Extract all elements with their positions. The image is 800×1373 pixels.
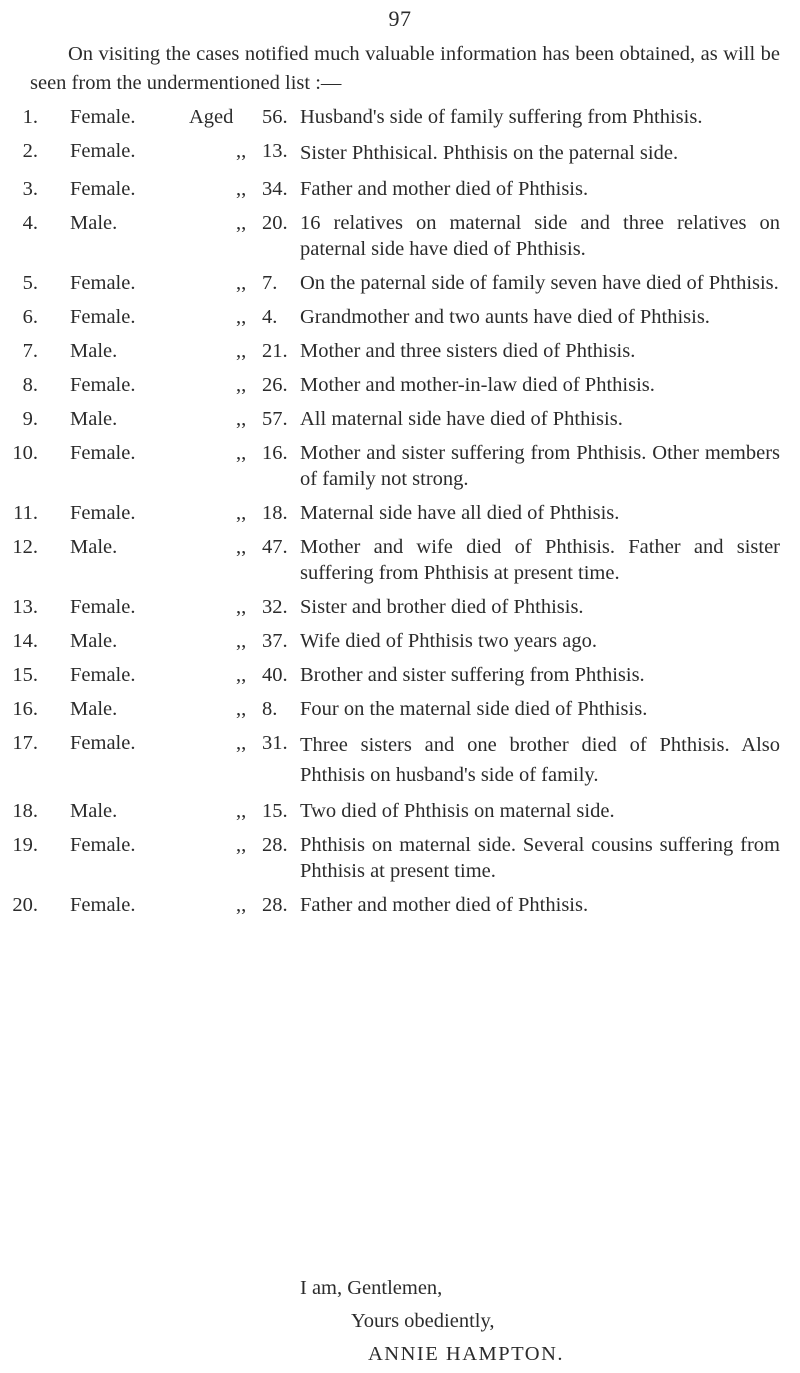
ditto-mark: ,, (236, 374, 247, 396)
case-number: 6. (22, 306, 38, 328)
ditto-mark: ,, (236, 272, 247, 294)
ditto-mark: ,, (236, 536, 247, 558)
case-age: 32. (262, 596, 288, 618)
case-note: Phthisis on maternal side. Several cousins suffering from Phthisis at present time. (300, 834, 780, 882)
case-item (0, 104, 800, 130)
case-list (0, 104, 800, 926)
case-item (0, 372, 800, 398)
ditto-mark: ,, (236, 442, 247, 464)
case-note: Mother and three sisters died of Phthisis. (300, 340, 636, 362)
case-number: 20. (12, 894, 38, 916)
case-item (0, 892, 800, 918)
case-age: 57. (262, 408, 288, 430)
salutation: I am, Gentlemen, (300, 1277, 443, 1299)
case-number: 7. (22, 340, 38, 362)
case-sex: Male. (70, 340, 118, 362)
case-note: Two died of Phthisis on maternal side. (300, 800, 615, 822)
case-sex: Female. (70, 894, 136, 916)
case-note: Sister Phthisical. Phthisis on the paternal side. (300, 142, 679, 164)
case-item (0, 534, 800, 586)
ditto-mark: ,, (236, 306, 247, 328)
case-note: Four on the maternal side died of Phthisis. (300, 698, 648, 720)
case-sex: Female. (70, 272, 136, 294)
signature: ANNIE HAMPTON. (368, 1343, 565, 1365)
valediction: Yours obediently, (351, 1310, 495, 1332)
case-number: 17. (12, 732, 38, 754)
ditto-mark: ,, (236, 698, 247, 720)
case-number: 4. (22, 212, 38, 234)
case-note: Sister and brother died of Phthisis. (300, 596, 584, 618)
case-number: 9. (22, 408, 38, 430)
case-sex: Male. (70, 536, 118, 558)
ditto-mark: ,, (236, 212, 247, 234)
case-item (0, 270, 800, 296)
case-note: Wife died of Phthisis two years ago. (300, 630, 597, 652)
case-number: 16. (12, 698, 38, 720)
case-sex: Female. (70, 442, 136, 464)
case-item (0, 696, 800, 722)
case-age: 40. (262, 664, 288, 686)
case-sex: Male. (70, 800, 118, 822)
case-number: 15. (12, 664, 38, 686)
ditto-mark: ,, (236, 732, 247, 754)
case-age: 21. (262, 340, 288, 362)
case-age: 47. (262, 536, 288, 558)
case-number: 12. (12, 536, 38, 558)
case-sex: Female. (70, 306, 136, 328)
case-item (0, 406, 800, 432)
case-sex: Female. (70, 374, 136, 396)
case-age: 56. (262, 106, 288, 128)
case-item (0, 210, 800, 262)
case-item (0, 662, 800, 688)
case-age: 7. (262, 272, 278, 294)
case-note: Brother and sister suffering from Phthisis. (300, 664, 645, 686)
case-sex: Female. (70, 106, 136, 128)
case-item (0, 730, 800, 790)
case-sex: Female. (70, 502, 136, 524)
case-item (0, 304, 800, 330)
case-note: Father and mother died of Phthisis. (300, 178, 589, 200)
case-number: 2. (22, 140, 38, 162)
case-age: 26. (262, 374, 288, 396)
case-sex: Female. (70, 178, 136, 200)
case-sex: Female. (70, 834, 136, 856)
case-number: 5. (22, 272, 38, 294)
case-age: 34. (262, 178, 288, 200)
case-sex: Male. (70, 630, 118, 652)
case-note: On the paternal side of family seven have died of Phthisis. (300, 272, 779, 294)
case-number: 18. (12, 800, 38, 822)
case-age: 28. (262, 894, 288, 916)
closing-block (300, 1272, 770, 1371)
case-item (0, 594, 800, 620)
case-note: 16 relatives on maternal side and three relatives on paternal side have died of Phthisis. (300, 212, 780, 260)
ditto-mark: ,, (236, 596, 247, 618)
case-note: Husband's side of family suffering from Phthisis. (300, 106, 703, 128)
case-note: Mother and sister suffering from Phthisis. Other members of family not strong. (300, 442, 780, 490)
ditto-mark: ,, (236, 340, 247, 362)
case-sex: Male. (70, 408, 118, 430)
case-age: 31. (262, 732, 288, 754)
intro-paragraph: On visiting the cases notified much valuable information has been obtained, as will be seen from the undermentioned list :— (30, 43, 780, 94)
case-item (0, 338, 800, 364)
case-sex: Male. (70, 698, 118, 720)
case-age: 13. (262, 140, 288, 162)
case-age: 4. (262, 306, 278, 328)
case-number: 1. (22, 106, 38, 128)
case-age: 16. (262, 442, 288, 464)
case-sex: Female. (70, 596, 136, 618)
aged-label: Aged (189, 106, 234, 128)
case-number: 3. (22, 178, 38, 200)
ditto-mark: ,, (236, 502, 247, 524)
case-age: 28. (262, 834, 288, 856)
page-number: 97 (388, 6, 412, 31)
case-age: 15. (262, 800, 288, 822)
case-item (0, 440, 800, 492)
case-note: Mother and wife died of Phthisis. Father and sister suffering from Phthisis at present time. (300, 536, 780, 584)
case-age: 37. (262, 630, 288, 652)
case-number: 19. (12, 834, 38, 856)
case-age: 20. (262, 212, 288, 234)
case-sex: Male. (70, 212, 118, 234)
case-item (0, 500, 800, 526)
ditto-mark: ,, (236, 834, 247, 856)
case-number: 14. (12, 630, 38, 652)
case-sex: Female. (70, 664, 136, 686)
case-number: 13. (12, 596, 38, 618)
ditto-mark: ,, (236, 140, 247, 162)
case-number: 10. (12, 442, 38, 464)
case-age: 8. (262, 698, 278, 720)
ditto-mark: ,, (236, 800, 247, 822)
case-item (0, 138, 800, 168)
case-item (0, 176, 800, 202)
case-age: 18. (262, 502, 288, 524)
case-note: All maternal side have died of Phthisis. (300, 408, 623, 430)
case-item (0, 832, 800, 884)
ditto-mark: ,, (236, 408, 247, 430)
ditto-mark: ,, (236, 178, 247, 200)
ditto-mark: ,, (236, 894, 247, 916)
case-note: Mother and mother-in-law died of Phthisis. (300, 374, 655, 396)
ditto-mark: ,, (236, 630, 247, 652)
case-note: Grandmother and two aunts have died of Phthisis. (300, 306, 710, 328)
ditto-mark: ,, (236, 664, 247, 686)
case-note: Father and mother died of Phthisis. (300, 894, 589, 916)
case-sex: Female. (70, 732, 136, 754)
case-note: Maternal side have all died of Phthisis. (300, 502, 620, 524)
case-number: 8. (22, 374, 38, 396)
case-item (0, 628, 800, 654)
case-sex: Female. (70, 140, 136, 162)
case-item (0, 798, 800, 824)
case-number: 11. (13, 502, 38, 524)
case-note: Three sisters and one brother died of Phthisis. Also Phthisis on husband's side of family. (300, 734, 780, 786)
